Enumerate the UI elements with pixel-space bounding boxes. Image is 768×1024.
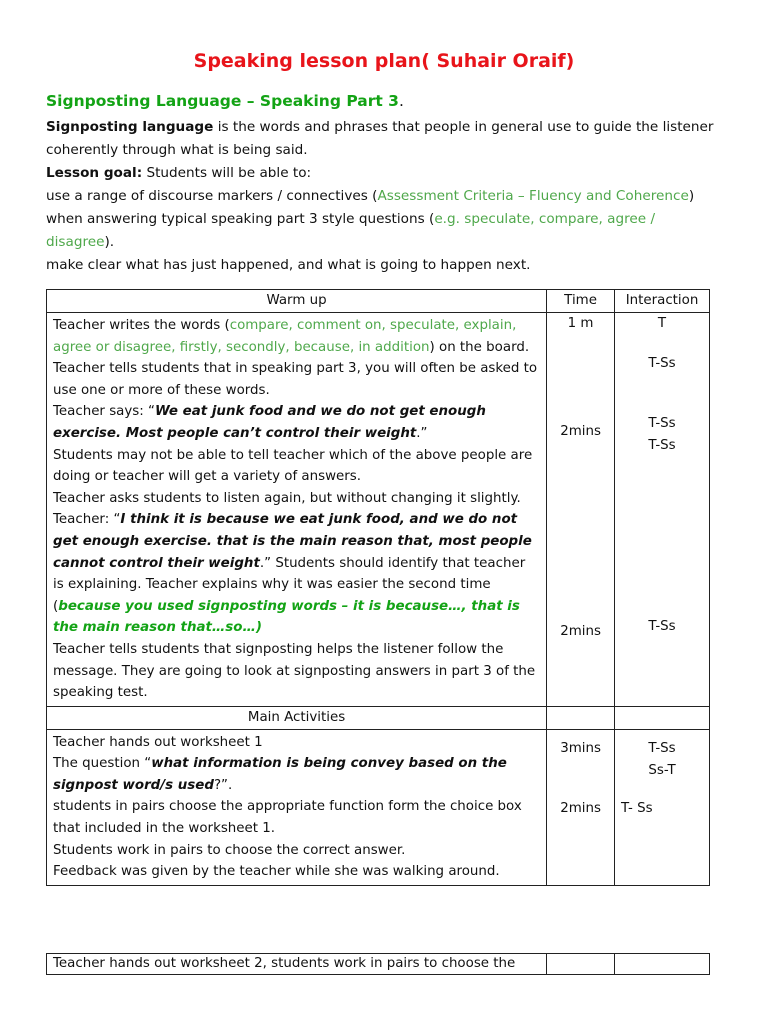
lesson-goal [46,162,726,185]
goal-line-1 [46,185,726,208]
assessment-criteria: Assessment Criteria – Fluency and Coherence [377,188,689,204]
definition-paragraph [46,116,726,162]
goal-line-3: make clear what has just happened, and what is going to happen next. [46,257,531,273]
warmup-interaction [615,313,710,707]
empty-cell [615,954,710,975]
time-value: 3mins [560,740,601,756]
interaction-value: T- Ss [621,800,653,816]
table-row [47,313,710,707]
empty-cell [547,706,615,729]
interaction-value: T-Ss [648,740,676,756]
time-value: 2mins [560,424,601,439]
goal-line-2-close: ). [104,234,115,250]
header-time: Time [547,290,615,313]
table-row [47,954,710,975]
empty-cell [547,954,615,975]
main-text: Feedback was given by the teacher while she was walking around. [53,864,500,880]
main-text: The question “ [53,756,152,772]
time-value: 2mins [560,800,601,816]
main-text: ?”. [213,777,233,793]
page-title: Speaking lesson plan( Suhair Oraif) [193,50,575,72]
lesson-plan-table-continued [46,953,710,975]
interaction-value: T-Ss [648,619,676,634]
warmup-text: Teacher tells students that in speaking part 3, you will often be asked to use one or more of these words. [53,361,538,398]
goal-line-2-text: when answering typical speaking part 3 style questions ( [46,211,435,227]
question-quote: what information is being convey based on the signpost word/s used [53,756,507,793]
warmup-text: Teacher asks students to listen again, but without changing it slightly. Teacher: “ [53,490,521,528]
main-time [547,729,615,885]
time-value: 1 m [567,316,594,331]
warmup-time [547,313,615,707]
main-text: Teacher hands out worksheet 1 [53,734,263,750]
lesson-plan-table [46,289,710,886]
header-activity: Warm up [47,290,547,313]
definition-text: is the words and phrases that people in general use to guide the listener coherently through what is being said. [46,119,714,158]
warmup-text: Students may not be able to tell teacher which of the above people are doing or teacher will get a variety of answers. [53,447,533,485]
main-activities-header: Main Activities [47,706,547,729]
interaction-value: Ss-T [648,762,676,778]
goal-line-1-text: use a range of discourse markers / connectives ( [46,188,378,204]
table-row [47,729,710,885]
warmup-text: .” Students should identify that teacher is explaining. Teacher explains why it was easier the second time ( [53,555,526,614]
empty-cell [615,706,710,729]
interaction-value: T-Ss [648,356,676,371]
next-activity: Teacher hands out worksheet 2, students work in pairs to choose the [47,954,547,975]
main-text: Students work in pairs to choose the correct answer. [53,842,406,858]
warmup-text: Teacher writes the words ( [53,318,230,333]
warmup-text: ) on the board. [429,339,530,355]
signpost-words: compare, comment on, speculate, explain, agree or disagree, firstly, secondly, because, in addition [53,318,517,355]
question-types: e.g. speculate, compare, agree / disagree [46,211,656,250]
lesson-subtitle [46,92,404,110]
teacher-quote: I think it is because we eat junk food, and we do not get enough exercise. that is the main reason that, most people cannot control their weight [53,512,532,571]
lesson-goal-text: Students will be able to: [142,165,312,181]
goal-line-2 [46,208,726,254]
main-interaction [615,729,710,885]
lesson-goal-label: Lesson goal: [46,165,143,181]
warmup-text: Teacher tells students that signposting helps the listener follow the message. They are going to look at signposting answers in part 3 of the speaking test. [53,641,536,701]
teacher-quote: We eat junk food and we do not get enough exercise. Most people can’t control their weight [53,404,486,441]
table-header-row [47,290,710,313]
time-value: 2mins [560,624,601,639]
main-text: students in pairs choose the appropriate function form the choice box that included in the worksheet 1. [53,799,522,837]
lesson-intro [46,116,726,277]
interaction-value: T-Ss [648,438,676,453]
interaction-value: T-Ss [648,416,676,431]
subtitle-dot: . [398,92,404,110]
goal-line-1-close: ) [688,188,695,204]
main-activity [47,729,547,885]
warmup-text: .” [416,425,428,441]
signposting-explanation: because you used signposting words – it is because…, that is the main reason that…so…) [53,598,520,636]
interaction-value: T [657,316,667,331]
section-header-row [47,706,710,729]
warmup-activity [47,313,547,707]
header-interaction: Interaction [615,290,710,313]
subtitle-text: Signposting Language – Speaking Part 3 [46,92,399,110]
warmup-text: Teacher says: “ [53,404,155,420]
definition-term: Signposting language [46,119,214,135]
